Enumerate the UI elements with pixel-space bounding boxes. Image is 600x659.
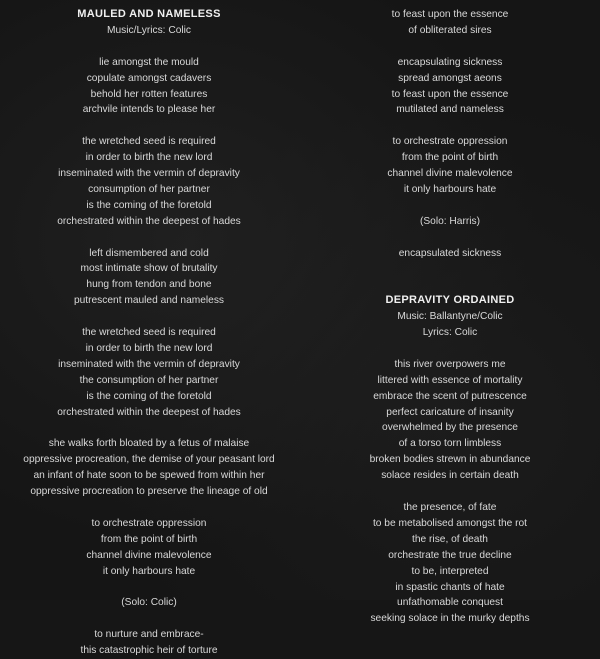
solo-credit: (Solo: Harris)	[419, 215, 480, 227]
lyric-line: it only harbours hate	[403, 183, 497, 195]
solo-credit: (Solo: Colic)	[121, 597, 177, 609]
lyric-line: oppressive procreation to preserve the lineage of old	[30, 486, 268, 498]
lyric-line: most intimate show of brutality	[80, 263, 218, 275]
stanza	[305, 214, 595, 230]
stanza	[305, 134, 595, 198]
stanza	[305, 7, 595, 39]
lyric-line: of obliterated sires	[408, 24, 492, 36]
lyric-line: embrace the scent of putrescence	[373, 390, 527, 402]
lyric-line: an infant of hate soon to be spewed from within her	[33, 470, 265, 482]
lyric-line: copulate amongst cadavers	[86, 72, 212, 84]
stanza	[5, 325, 293, 420]
lyric-line: solace resides in certain death	[381, 470, 519, 482]
lyric-line: it only harbours hate	[102, 565, 196, 577]
lyric-line: mutilated and nameless	[396, 104, 504, 116]
stanza	[5, 627, 293, 659]
lyric-line: putrescent mauled and nameless	[73, 295, 225, 307]
song-credits-lyrics: Lyrics: Colic	[422, 327, 478, 339]
song-title: MAULED AND NAMELESS	[77, 8, 221, 20]
lyric-line: in order to birth the new lord	[85, 152, 213, 164]
lyric-line: the presence, of fate	[403, 501, 497, 513]
lyric-line: to orchestrate oppression	[392, 136, 508, 148]
stanza	[305, 55, 595, 119]
lyric-line: broken bodies strewn in abundance	[369, 454, 531, 466]
lyric-line: hung from tendon and bone	[86, 279, 212, 291]
lyric-line: is the coming of the foretold	[86, 390, 212, 402]
stanza	[305, 246, 595, 262]
lyric-line: she walks forth bloated by a fetus of malaise	[48, 438, 250, 450]
stanza	[5, 55, 293, 119]
lyric-line: to be, interpreted	[411, 565, 489, 577]
stanza	[305, 357, 595, 484]
lyric-line: encapsulating sickness	[397, 56, 503, 68]
lyric-line: orchestrate the true decline	[388, 549, 512, 561]
lyric-line: left dismembered and cold	[89, 247, 209, 259]
lyric-line: orchestrated within the deepest of hades	[57, 406, 241, 418]
lyric-line: unfathomable conquest	[397, 597, 503, 609]
lyric-line: in spastic chants of hate	[395, 581, 505, 593]
lyric-line: overwhelmed by the presence	[382, 422, 518, 434]
lyric-line: the wretched seed is required	[82, 327, 216, 339]
song-credits-music: Music: Ballantyne/Colic	[397, 311, 503, 323]
stanza	[305, 500, 595, 627]
lyric-line: perfect caricature of insanity	[386, 406, 514, 418]
lyric-line: channel divine malevolence	[387, 168, 513, 180]
song-title: DEPRAVITY ORDAINED	[385, 294, 515, 307]
lyric-line: orchestrated within the deepest of hades	[57, 215, 241, 227]
lyric-line: lie amongst the mould	[99, 56, 199, 68]
stanza	[5, 134, 293, 229]
lyric-line: oppressive procreation, the demise of your peasant lord	[23, 454, 275, 466]
lyric-line: this catastrophic heir of torture	[80, 645, 218, 657]
lyric-line: from the point of birth	[401, 152, 499, 164]
lyric-line: inseminated with the vermin of depravity	[58, 358, 240, 370]
song-credits: Music/Lyrics: Colic	[107, 24, 191, 36]
lyric-line: from the point of birth	[100, 533, 198, 545]
lyric-line: to orchestrate oppression	[91, 517, 207, 529]
lyric-line: littered with essence of mortality	[377, 374, 523, 386]
lyric-line: encapsulated sickness	[398, 247, 502, 259]
stanza	[5, 516, 293, 580]
lyric-line: to nurture and embrace-	[94, 629, 204, 641]
lyric-line: to feast upon the essence	[391, 9, 509, 20]
left-column	[5, 7, 293, 659]
lyric-line: of a torso torn limbless	[398, 438, 502, 450]
lyric-line: the rise, of death	[412, 533, 488, 545]
stanza	[5, 246, 293, 310]
stanza	[5, 595, 293, 611]
lyric-line: in order to birth the new lord	[85, 342, 213, 354]
lyric-line: this river overpowers me	[394, 358, 506, 370]
lyric-line: to be metabolised amongst the rot	[372, 517, 528, 529]
lyric-line: consumption of her partner	[88, 183, 210, 195]
lyric-line: to feast upon the essence	[391, 88, 509, 100]
lyric-line: inseminated with the vermin of depravity	[58, 168, 240, 180]
lyric-line: channel divine malevolence	[86, 549, 212, 561]
lyric-line: behold her rotten features	[90, 88, 208, 100]
lyric-line: is the coming of the foretold	[86, 199, 212, 211]
lyric-line: the consumption of her partner	[79, 374, 219, 386]
stanza	[5, 436, 293, 500]
right-column	[305, 7, 595, 627]
lyric-line: archvile intends to please her	[82, 104, 216, 116]
lyric-line: spread amongst aeons	[398, 72, 502, 84]
lyric-line: the wretched seed is required	[82, 136, 216, 148]
lyric-line: seeking solace in the murky depths	[370, 613, 530, 625]
